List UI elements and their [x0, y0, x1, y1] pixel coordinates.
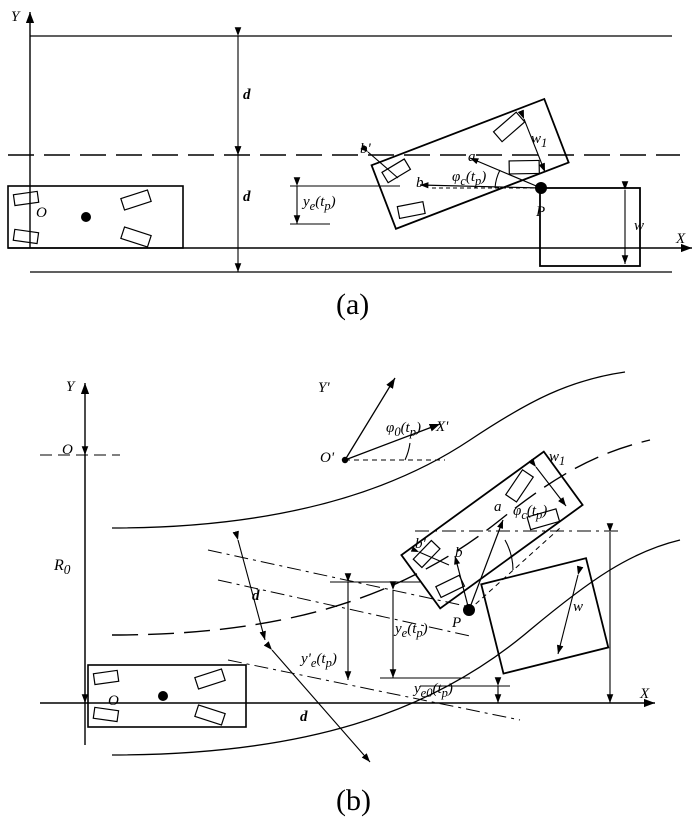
panel-b-phi-arg-open: (t [526, 503, 537, 519]
panel-a-d-upper-label: d [243, 87, 251, 103]
panel-a-w1-symbol: w [531, 131, 542, 147]
panel-b-ye-prime-subscript: e [310, 656, 317, 670]
panel-b-obstacle [481, 558, 608, 673]
panel-b-ye-arg-close: ) [422, 621, 428, 637]
panel-a-phi-subscript: c [460, 174, 466, 188]
panel-b-phi-subscript: c [521, 508, 527, 522]
panel-a-graphics [8, 9, 692, 272]
panel-b-phi0-subscript: 0 [394, 425, 401, 439]
panel-a-phi-arg-open: (t [465, 169, 476, 185]
panel-b-tilted-vehicle [401, 452, 582, 609]
panel-b-caption: (b) [336, 784, 371, 817]
panel-b-ye0-arg-open: (t [432, 681, 442, 697]
panel-b-x-axis-label: X [640, 686, 650, 702]
panel-b-ye0-arg-subscript: p [441, 686, 448, 700]
panel-a-point-p-label: P [536, 204, 546, 220]
panel-b-ye0-symbol: y [414, 681, 421, 697]
panel-b-x-prime-axis-label: X' [436, 419, 449, 435]
panel-b-angle-arc [505, 540, 513, 570]
panel-a-x-axis-label: X [676, 231, 686, 247]
panel-a-ye-label [303, 195, 336, 213]
panel-a-phi-symbol: φ [452, 169, 461, 185]
panel-a-phi-arg-subscript: p [475, 174, 482, 188]
panel-b-road-lower-edge [112, 540, 680, 755]
panel-a-ye-arg-open: (t [315, 194, 325, 210]
panel-b-point-p-label: P [452, 615, 462, 631]
panel-a-ego-center-point [81, 212, 91, 222]
panel-b-phi0-symbol: φ [386, 420, 395, 436]
panel-a-y-axis-label: Y [11, 9, 20, 25]
panel-b-d-upper-label: d [252, 588, 260, 604]
panel-a-ye-subscript: e [309, 199, 316, 213]
panel-a-origin-label: O [36, 205, 47, 221]
panel-b-phi-symbol: φ [513, 503, 522, 519]
panel-b-a-label: a [494, 499, 502, 515]
panel-b-graphics [40, 372, 680, 762]
panel-b-ye-prime-label [301, 652, 337, 670]
panel-a-w1-subscript: 1 [541, 136, 548, 150]
panel-b-phi-arg-subscript: p [536, 508, 543, 522]
panel-b-origin-prime-label: O' [320, 450, 335, 466]
panel-b-upper-origin-label: O [62, 442, 73, 458]
panel-b-ye-label [395, 622, 428, 640]
panel-b-w1-label [549, 450, 565, 468]
panel-b-phi-c-label [513, 504, 547, 522]
panel-b-ye0-subscript: e0 [420, 686, 433, 700]
panel-b-ye-prime-arg-open: (t [316, 651, 326, 667]
panel-b-tilted-vehicle-body [401, 452, 582, 609]
panel-b-road-center-line [112, 440, 650, 635]
panel-b-ego-center-point [158, 691, 168, 701]
panel-a-ego-vehicle-body [8, 186, 183, 248]
panel-b-ye0-label [414, 682, 453, 700]
panel-b-y-prime-axis [345, 378, 395, 460]
panel-b-R0-symbol: R [54, 557, 64, 574]
panel-b-ye-prime-arg-subscript: p [325, 656, 332, 670]
panel-a-ye-symbol: y [303, 194, 310, 210]
panel-b-b-label: b [455, 545, 463, 561]
panel-a-b-label: b [416, 175, 424, 191]
panel-a-w1-label [531, 132, 547, 150]
panel-b-phi0-arg-subscript: p [409, 425, 416, 439]
panel-a-phi-arg-close: ) [481, 169, 487, 185]
panel-b-origin-prime-marker [342, 457, 348, 463]
panel-a-b-prime-label: b' [360, 141, 371, 157]
panel-b-w1-symbol: w [549, 449, 560, 465]
panel-b-w1-subscript: 1 [559, 454, 566, 468]
panel-a-a-label: a [468, 149, 476, 165]
panel-a-d-lower-label: d [243, 189, 251, 205]
panel-a-caption: (a) [336, 288, 370, 321]
panel-b-ye-prime-arg-close: ) [331, 651, 337, 667]
panel-b-angle-reference [469, 528, 560, 610]
panel-b-y-prime-axis-label: Y' [318, 380, 330, 396]
panel-b-R0-label [54, 558, 70, 577]
panel-b-dim-w1 [536, 467, 566, 506]
panel-b-ye-arg-open: (t [407, 621, 417, 637]
panel-a-w-label: w [634, 218, 645, 234]
panel-a-ye-arg-subscript: p [324, 199, 331, 213]
panel-b-vector-a [469, 520, 503, 610]
panel-b-phi0-label [386, 421, 421, 439]
panel-b-ye0-arg-close: ) [447, 681, 453, 697]
panel-b-origin-label: O [108, 693, 119, 709]
panel-b-y-axis-label: Y [66, 379, 75, 395]
panel-b-w-label: w [573, 599, 584, 615]
panel-b-phi-arg-close: ) [542, 503, 548, 519]
panel-b-vector-b [455, 556, 469, 610]
panel-a-phi-c-label [452, 170, 486, 188]
panel-b-ye-prime-symbol: y' [301, 651, 311, 667]
panel-b-ye-subscript: e [401, 626, 408, 640]
panel-b-ye-arg-subscript: p [416, 626, 423, 640]
panel-b-phi0-arg-open: (t [400, 420, 410, 436]
panel-b-R0-subscript: 0 [63, 562, 71, 578]
panel-b-b-prime-label: b' [415, 536, 426, 552]
panel-b-d-lower-label: d [300, 709, 308, 725]
panel-a-angle-arc [495, 170, 500, 188]
panel-b-phi0-arc [405, 443, 410, 460]
panel-b-ye-symbol: y [395, 621, 402, 637]
panel-b-phi0-arg-close: ) [415, 420, 421, 436]
panel-a-ye-arg-close: ) [330, 194, 336, 210]
